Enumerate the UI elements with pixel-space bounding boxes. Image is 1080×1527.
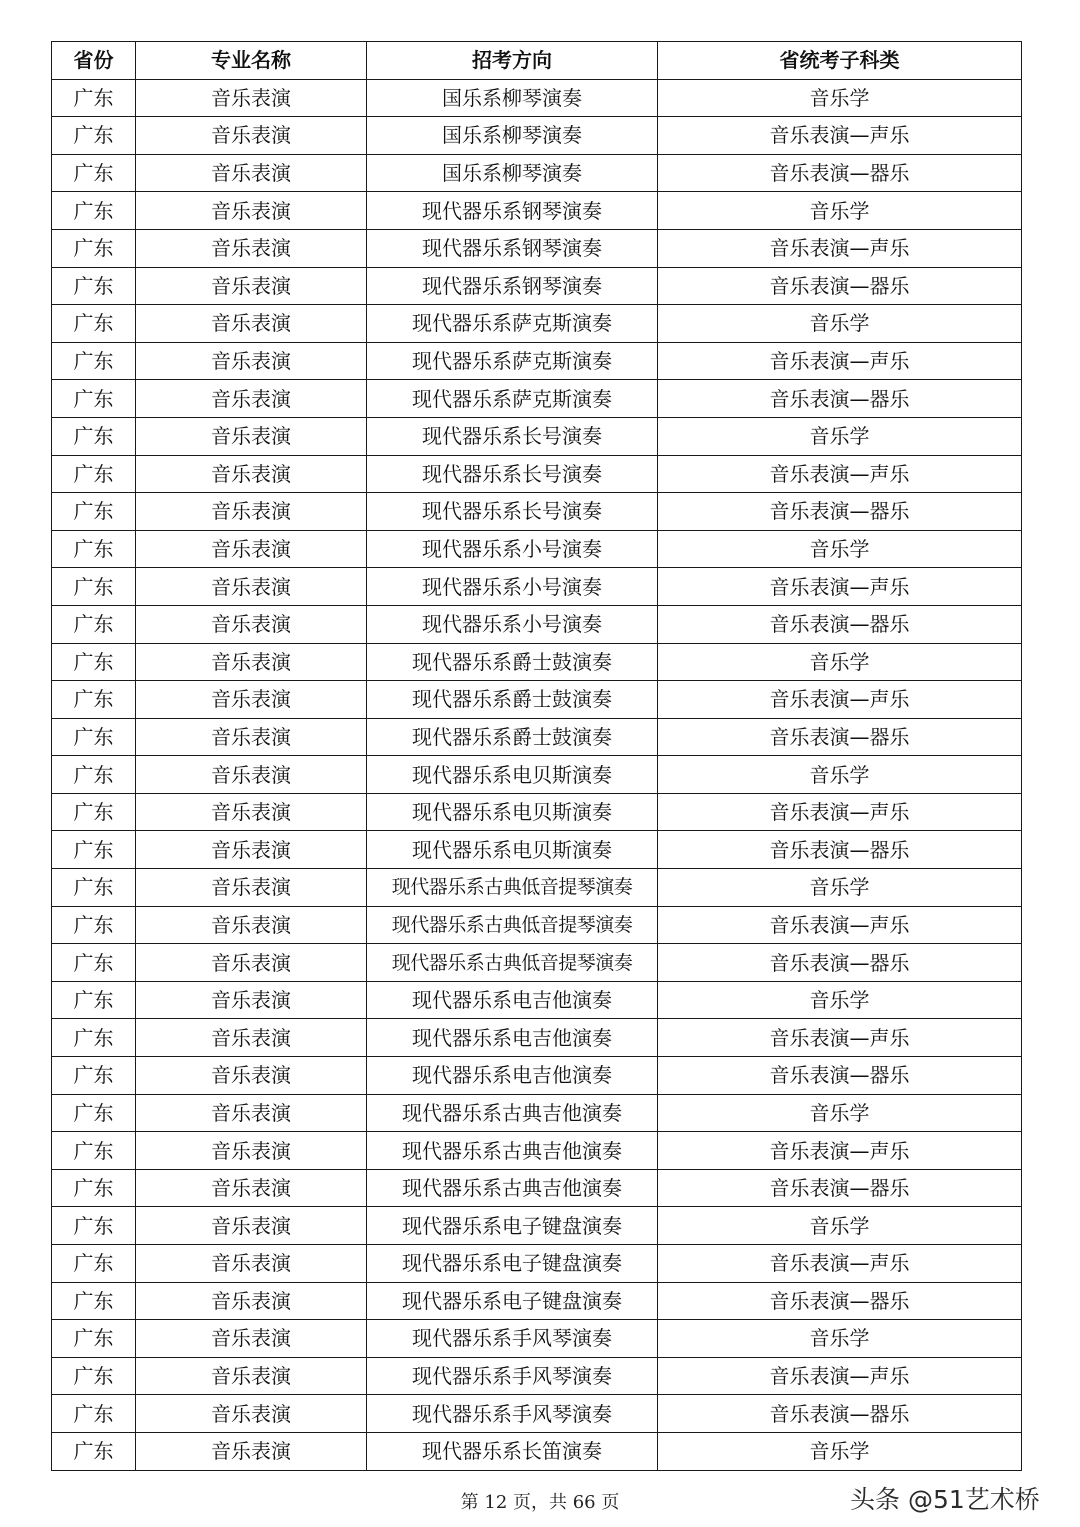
cell-exam-subcategory: 音乐表演—器乐 xyxy=(658,1395,1022,1433)
table-row xyxy=(52,1357,1022,1395)
cell-exam-subcategory: 音乐表演—声乐 xyxy=(658,229,1022,267)
cell-province: 广东 xyxy=(52,380,136,418)
cell-province: 广东 xyxy=(52,1169,136,1207)
table-row xyxy=(52,1169,1022,1207)
cell-province: 广东 xyxy=(52,643,136,681)
cell-province: 广东 xyxy=(52,154,136,192)
cell-province: 广东 xyxy=(52,1132,136,1170)
table-row xyxy=(52,1132,1022,1170)
cell-exam-subcategory: 音乐学 xyxy=(658,981,1022,1019)
table-row xyxy=(52,380,1022,418)
cell-province: 广东 xyxy=(52,1094,136,1132)
table-row xyxy=(52,793,1022,831)
cell-province: 广东 xyxy=(52,305,136,343)
cell-major-name: 音乐表演 xyxy=(136,79,367,117)
header-province: 省份 xyxy=(52,42,136,80)
cell-exam-subcategory: 音乐表演—声乐 xyxy=(658,1019,1022,1057)
cell-province: 广东 xyxy=(52,342,136,380)
cell-major-name: 音乐表演 xyxy=(136,493,367,531)
cell-admission-direction: 现代器乐系爵士鼓演奏 xyxy=(367,718,658,756)
cell-admission-direction: 现代器乐系小号演奏 xyxy=(367,530,658,568)
cell-major-name: 音乐表演 xyxy=(136,1169,367,1207)
cell-exam-subcategory: 音乐表演—器乐 xyxy=(658,380,1022,418)
table-row xyxy=(52,267,1022,305)
table-row xyxy=(52,568,1022,606)
cell-province: 广东 xyxy=(52,1019,136,1057)
cell-admission-direction: 现代器乐系电吉他演奏 xyxy=(367,1019,658,1057)
cell-province: 广东 xyxy=(52,79,136,117)
cell-admission-direction: 现代器乐系电贝斯演奏 xyxy=(367,793,658,831)
cell-province: 广东 xyxy=(52,493,136,531)
cell-exam-subcategory: 音乐学 xyxy=(658,869,1022,907)
cell-exam-subcategory: 音乐表演—声乐 xyxy=(658,1245,1022,1283)
cell-exam-subcategory: 音乐表演—声乐 xyxy=(658,1357,1022,1395)
page-number-footer: 第 12 页，共 66 页 xyxy=(460,1492,620,1513)
cell-province: 广东 xyxy=(52,229,136,267)
cell-major-name: 音乐表演 xyxy=(136,793,367,831)
table-row xyxy=(52,1432,1022,1470)
table-row xyxy=(52,493,1022,531)
table-row xyxy=(52,1057,1022,1095)
table-row xyxy=(52,1207,1022,1245)
cell-admission-direction: 现代器乐系长号演奏 xyxy=(367,417,658,455)
cell-province: 广东 xyxy=(52,869,136,907)
cell-admission-direction: 现代器乐系电子键盘演奏 xyxy=(367,1207,658,1245)
cell-province: 广东 xyxy=(52,981,136,1019)
table-header-row xyxy=(52,42,1022,80)
cell-exam-subcategory: 音乐表演—声乐 xyxy=(658,342,1022,380)
table-row xyxy=(52,605,1022,643)
table-row xyxy=(52,1019,1022,1057)
cell-admission-direction: 现代器乐系手风琴演奏 xyxy=(367,1395,658,1433)
cell-exam-subcategory: 音乐表演—器乐 xyxy=(658,1057,1022,1095)
table-row xyxy=(52,869,1022,907)
cell-major-name: 音乐表演 xyxy=(136,718,367,756)
admissions-table xyxy=(51,41,1022,1471)
cell-exam-subcategory: 音乐表演—声乐 xyxy=(658,681,1022,719)
cell-major-name: 音乐表演 xyxy=(136,192,367,230)
cell-admission-direction: 现代器乐系古典吉他演奏 xyxy=(367,1094,658,1132)
cell-exam-subcategory: 音乐表演—器乐 xyxy=(658,267,1022,305)
cell-province: 广东 xyxy=(52,568,136,606)
cell-province: 广东 xyxy=(52,267,136,305)
source-watermark: 头条 @51艺术桥 xyxy=(850,1485,1040,1514)
table-row xyxy=(52,192,1022,230)
table-row xyxy=(52,1395,1022,1433)
header-exam-subcategory: 省统考子科类 xyxy=(658,42,1022,80)
cell-province: 广东 xyxy=(52,530,136,568)
cell-major-name: 音乐表演 xyxy=(136,681,367,719)
cell-major-name: 音乐表演 xyxy=(136,530,367,568)
cell-exam-subcategory: 音乐表演—器乐 xyxy=(658,154,1022,192)
cell-admission-direction: 现代器乐系电子键盘演奏 xyxy=(367,1245,658,1283)
cell-major-name: 音乐表演 xyxy=(136,380,367,418)
cell-admission-direction: 现代器乐系爵士鼓演奏 xyxy=(367,681,658,719)
header-major-name: 专业名称 xyxy=(136,42,367,80)
cell-admission-direction: 国乐系柳琴演奏 xyxy=(367,154,658,192)
table-row xyxy=(52,229,1022,267)
cell-province: 广东 xyxy=(52,906,136,944)
cell-major-name: 音乐表演 xyxy=(136,1132,367,1170)
cell-admission-direction: 现代器乐系电子键盘演奏 xyxy=(367,1282,658,1320)
cell-exam-subcategory: 音乐表演—声乐 xyxy=(658,793,1022,831)
cell-major-name: 音乐表演 xyxy=(136,455,367,493)
table-row xyxy=(52,117,1022,155)
cell-exam-subcategory: 音乐学 xyxy=(658,79,1022,117)
cell-exam-subcategory: 音乐表演—器乐 xyxy=(658,493,1022,531)
table-row xyxy=(52,305,1022,343)
cell-major-name: 音乐表演 xyxy=(136,1094,367,1132)
cell-admission-direction: 现代器乐系古典低音提琴演奏 xyxy=(367,869,658,907)
cell-province: 广东 xyxy=(52,1320,136,1358)
cell-major-name: 音乐表演 xyxy=(136,267,367,305)
cell-admission-direction: 现代器乐系爵士鼓演奏 xyxy=(367,643,658,681)
cell-admission-direction: 现代器乐系钢琴演奏 xyxy=(367,229,658,267)
cell-major-name: 音乐表演 xyxy=(136,1282,367,1320)
cell-major-name: 音乐表演 xyxy=(136,1320,367,1358)
table-row xyxy=(52,643,1022,681)
cell-province: 广东 xyxy=(52,1432,136,1470)
cell-admission-direction: 现代器乐系古典吉他演奏 xyxy=(367,1132,658,1170)
cell-exam-subcategory: 音乐表演—声乐 xyxy=(658,906,1022,944)
cell-major-name: 音乐表演 xyxy=(136,1432,367,1470)
cell-exam-subcategory: 音乐表演—器乐 xyxy=(658,605,1022,643)
table-row xyxy=(52,417,1022,455)
cell-major-name: 音乐表演 xyxy=(136,1057,367,1095)
cell-major-name: 音乐表演 xyxy=(136,605,367,643)
table-row xyxy=(52,831,1022,869)
cell-province: 广东 xyxy=(52,192,136,230)
cell-major-name: 音乐表演 xyxy=(136,117,367,155)
cell-major-name: 音乐表演 xyxy=(136,229,367,267)
cell-admission-direction: 现代器乐系钢琴演奏 xyxy=(367,192,658,230)
table-row xyxy=(52,1094,1022,1132)
cell-exam-subcategory: 音乐表演—声乐 xyxy=(658,117,1022,155)
cell-province: 广东 xyxy=(52,1207,136,1245)
cell-admission-direction: 现代器乐系长笛演奏 xyxy=(367,1432,658,1470)
cell-admission-direction: 现代器乐系长号演奏 xyxy=(367,455,658,493)
cell-province: 广东 xyxy=(52,681,136,719)
cell-major-name: 音乐表演 xyxy=(136,944,367,982)
cell-exam-subcategory: 音乐学 xyxy=(658,1094,1022,1132)
cell-province: 广东 xyxy=(52,605,136,643)
cell-exam-subcategory: 音乐表演—器乐 xyxy=(658,831,1022,869)
cell-admission-direction: 国乐系柳琴演奏 xyxy=(367,79,658,117)
cell-admission-direction: 现代器乐系萨克斯演奏 xyxy=(367,380,658,418)
cell-major-name: 音乐表演 xyxy=(136,1019,367,1057)
cell-admission-direction: 现代器乐系电贝斯演奏 xyxy=(367,756,658,794)
cell-exam-subcategory: 音乐表演—声乐 xyxy=(658,1132,1022,1170)
cell-province: 广东 xyxy=(52,831,136,869)
cell-major-name: 音乐表演 xyxy=(136,756,367,794)
table-row xyxy=(52,530,1022,568)
table-row xyxy=(52,981,1022,1019)
cell-admission-direction: 国乐系柳琴演奏 xyxy=(367,117,658,155)
cell-exam-subcategory: 音乐表演—器乐 xyxy=(658,718,1022,756)
cell-exam-subcategory: 音乐学 xyxy=(658,643,1022,681)
cell-exam-subcategory: 音乐学 xyxy=(658,1432,1022,1470)
cell-exam-subcategory: 音乐表演—器乐 xyxy=(658,944,1022,982)
cell-major-name: 音乐表演 xyxy=(136,1357,367,1395)
cell-province: 广东 xyxy=(52,417,136,455)
table-body xyxy=(52,79,1022,1470)
table-row xyxy=(52,944,1022,982)
cell-major-name: 音乐表演 xyxy=(136,417,367,455)
cell-province: 广东 xyxy=(52,718,136,756)
cell-major-name: 音乐表演 xyxy=(136,643,367,681)
table-row xyxy=(52,1282,1022,1320)
cell-major-name: 音乐表演 xyxy=(136,568,367,606)
cell-major-name: 音乐表演 xyxy=(136,305,367,343)
cell-major-name: 音乐表演 xyxy=(136,906,367,944)
cell-major-name: 音乐表演 xyxy=(136,981,367,1019)
cell-exam-subcategory: 音乐学 xyxy=(658,192,1022,230)
cell-admission-direction: 现代器乐系电贝斯演奏 xyxy=(367,831,658,869)
cell-exam-subcategory: 音乐表演—声乐 xyxy=(658,568,1022,606)
cell-province: 广东 xyxy=(52,944,136,982)
cell-province: 广东 xyxy=(52,1282,136,1320)
cell-major-name: 音乐表演 xyxy=(136,154,367,192)
table-row xyxy=(52,154,1022,192)
table-row xyxy=(52,342,1022,380)
cell-exam-subcategory: 音乐表演—声乐 xyxy=(658,455,1022,493)
cell-admission-direction: 现代器乐系手风琴演奏 xyxy=(367,1320,658,1358)
cell-major-name: 音乐表演 xyxy=(136,1207,367,1245)
cell-admission-direction: 现代器乐系手风琴演奏 xyxy=(367,1357,658,1395)
cell-exam-subcategory: 音乐学 xyxy=(658,1320,1022,1358)
table-row xyxy=(52,756,1022,794)
cell-admission-direction: 现代器乐系小号演奏 xyxy=(367,568,658,606)
cell-major-name: 音乐表演 xyxy=(136,342,367,380)
table-row xyxy=(52,681,1022,719)
header-admission-direction: 招考方向 xyxy=(367,42,658,80)
cell-major-name: 音乐表演 xyxy=(136,1395,367,1433)
cell-major-name: 音乐表演 xyxy=(136,831,367,869)
cell-admission-direction: 现代器乐系电吉他演奏 xyxy=(367,981,658,1019)
cell-province: 广东 xyxy=(52,1357,136,1395)
cell-admission-direction: 现代器乐系钢琴演奏 xyxy=(367,267,658,305)
cell-exam-subcategory: 音乐学 xyxy=(658,530,1022,568)
cell-major-name: 音乐表演 xyxy=(136,869,367,907)
cell-admission-direction: 现代器乐系小号演奏 xyxy=(367,605,658,643)
cell-major-name: 音乐表演 xyxy=(136,1245,367,1283)
cell-admission-direction: 现代器乐系萨克斯演奏 xyxy=(367,305,658,343)
cell-admission-direction: 现代器乐系电吉他演奏 xyxy=(367,1057,658,1095)
cell-province: 广东 xyxy=(52,756,136,794)
cell-exam-subcategory: 音乐学 xyxy=(658,1207,1022,1245)
cell-province: 广东 xyxy=(52,1395,136,1433)
cell-province: 广东 xyxy=(52,117,136,155)
cell-exam-subcategory: 音乐学 xyxy=(658,305,1022,343)
table-row xyxy=(52,455,1022,493)
cell-admission-direction: 现代器乐系萨克斯演奏 xyxy=(367,342,658,380)
cell-admission-direction: 现代器乐系古典低音提琴演奏 xyxy=(367,906,658,944)
cell-admission-direction: 现代器乐系长号演奏 xyxy=(367,493,658,531)
cell-exam-subcategory: 音乐表演—器乐 xyxy=(658,1169,1022,1207)
table-row xyxy=(52,79,1022,117)
cell-exam-subcategory: 音乐学 xyxy=(658,417,1022,455)
cell-admission-direction: 现代器乐系古典低音提琴演奏 xyxy=(367,944,658,982)
cell-province: 广东 xyxy=(52,793,136,831)
cell-admission-direction: 现代器乐系古典吉他演奏 xyxy=(367,1169,658,1207)
table-row xyxy=(52,1320,1022,1358)
cell-province: 广东 xyxy=(52,1245,136,1283)
cell-province: 广东 xyxy=(52,1057,136,1095)
table-row xyxy=(52,718,1022,756)
cell-exam-subcategory: 音乐表演—器乐 xyxy=(658,1282,1022,1320)
table-row xyxy=(52,906,1022,944)
cell-province: 广东 xyxy=(52,455,136,493)
table-row xyxy=(52,1245,1022,1283)
cell-exam-subcategory: 音乐学 xyxy=(658,756,1022,794)
